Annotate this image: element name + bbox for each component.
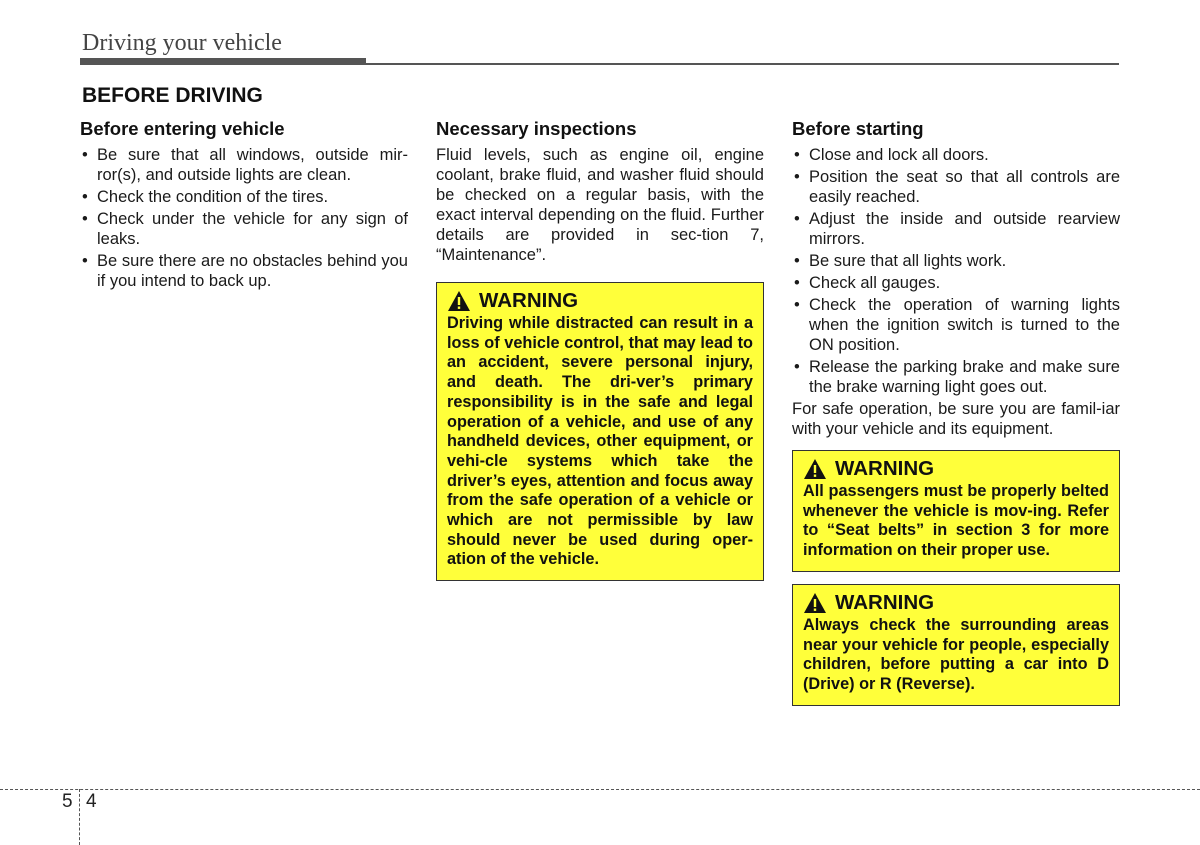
column-heading: Necessary inspections: [436, 118, 637, 139]
warning-header: [447, 289, 753, 313]
warning-triangle-icon: [803, 592, 827, 614]
warning-title: WARNING: [835, 590, 935, 614]
warning-header: [803, 591, 1109, 615]
list-item: • Check the condition of the tires.: [80, 187, 408, 207]
column-necessary-inspections: [436, 118, 764, 581]
list-item: • Check all gauges.: [792, 273, 1120, 293]
inspections-paragraph: Fluid levels, such as engine oil, engine coolant, brake fluid, and washer fluid should be checked on a regular basis, with the exact interval depending on the fluid. Further details are provided in sec-tion 7, “Maintenance”.: [436, 146, 764, 264]
column-heading: Before entering vehicle: [80, 118, 285, 139]
page-header-title: Driving your vehicle: [82, 30, 282, 56]
warning-title: WARNING: [479, 289, 579, 312]
header-rule-thick: [80, 58, 366, 65]
column-before-starting: [792, 118, 1120, 706]
list-item: • Position the seat so that all controls are easily reached.: [792, 167, 1120, 207]
warning-triangle-icon: [803, 458, 827, 480]
warning-text: Driving while distracted can result in a loss of vehicle control, that may lead to an accident, severe personal injury, and death. The dri-ver’s primary responsibility is in the safe and legal operation of a vehicle, and use of any handheld devices, other equipment, or vehi-cle systems which take the driver’s eyes, attention and focus away from the safe operation of a vehicle or which are not permissible by law should never be used during oper-ation of the vehicle.: [447, 314, 753, 569]
list-item: • Adjust the inside and outside rearview mirrors.: [792, 209, 1120, 249]
column-before-entering: [80, 118, 408, 293]
header-rule-thin: [366, 63, 1119, 65]
list-item: • Be sure that all windows, outside mir-ror(s), and outside lights are clean.: [80, 145, 408, 185]
warning-header: [803, 457, 1109, 481]
warning-triangle-icon: [447, 290, 471, 312]
chapter-number: 5: [62, 791, 73, 812]
column-heading: Before starting: [792, 118, 924, 139]
warning-box-seatbelts: [792, 450, 1120, 572]
page-number: 4: [86, 791, 97, 812]
warning-text: Always check the surrounding areas near your vehicle for people, especially children, before putting a car into D (Drive) or R (Reverse).: [803, 615, 1109, 693]
warning-box-surroundings: [792, 584, 1120, 706]
list-item: • Close and lock all doors.: [792, 145, 1120, 165]
footer-dashed-divider: [79, 789, 80, 845]
bullet-list: [792, 145, 1120, 397]
warning-box-distraction: [436, 282, 764, 581]
safe-operation-paragraph: For safe operation, be sure you are famil-iar with your vehicle and its equipment.: [792, 400, 1120, 438]
list-item: • Be sure that all lights work.: [792, 251, 1120, 271]
warning-title: WARNING: [835, 457, 935, 480]
warning-text: All passengers must be properly belted whenever the vehicle is mov-ing. Refer to “Seat belts” in section 3 for more information on their proper use.: [803, 482, 1109, 560]
bullet-list: [80, 145, 408, 291]
list-item: • Check the operation of warning lights when the ignition switch is turned to the ON position.: [792, 295, 1120, 355]
list-item: • Release the parking brake and make sure the brake warning light goes out.: [792, 357, 1120, 397]
list-item: • Be sure there are no obstacles behind you if you intend to back up.: [80, 251, 408, 291]
footer-dashed-rule: [0, 789, 1200, 790]
list-item: • Check under the vehicle for any sign of leaks.: [80, 209, 408, 249]
section-title: BEFORE DRIVING: [82, 84, 263, 107]
